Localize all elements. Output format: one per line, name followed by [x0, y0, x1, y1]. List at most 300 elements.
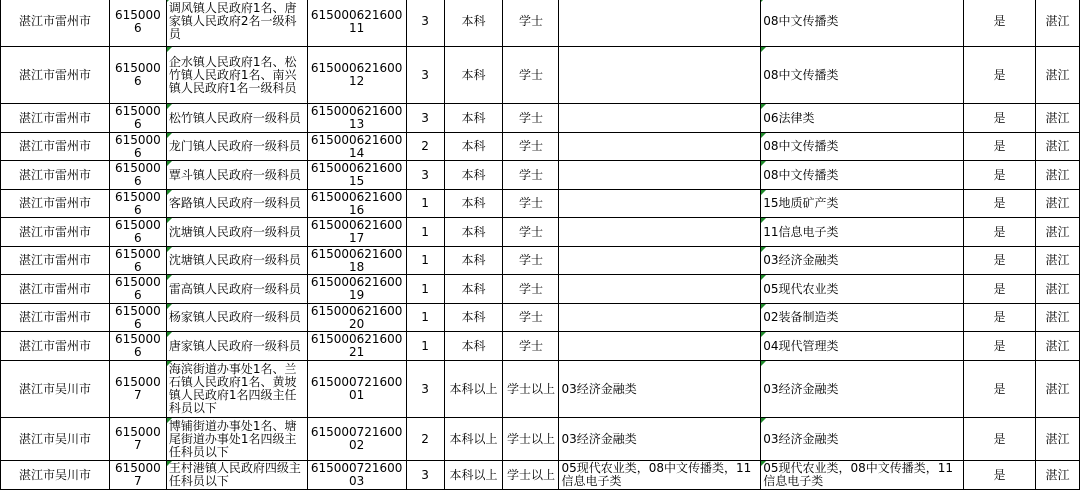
table-row: [1, 304, 1080, 332]
education-cell-text: 本科: [461, 338, 486, 353]
position-cell-text: 松竹镇人民政府一级科员: [168, 110, 301, 125]
position-cell: [166, 190, 307, 218]
headcount-cell: [406, 0, 444, 47]
position-code-cell: [307, 47, 406, 104]
area-cell-text: 湛江市雷州市: [18, 224, 91, 239]
position-cell: [166, 332, 307, 361]
education-cell-text: 本科以上: [449, 431, 498, 446]
position-code-cell-text: 61500062160011: [310, 7, 403, 35]
major-a-cell: [559, 161, 761, 190]
unit-code-cell-text: 6150007: [114, 461, 161, 488]
area-cell-text: 湛江市雷州市: [18, 310, 91, 324]
city-cell-text: 湛江: [1045, 196, 1070, 210]
education-cell-text: 本科: [461, 253, 486, 267]
position-cell: [166, 304, 307, 332]
major-a-cell: [559, 304, 761, 332]
major-a-cell-text: 03经济金融类: [561, 431, 637, 446]
area-cell-text: 湛江市雷州市: [18, 196, 91, 210]
unit-code-cell-text: 6150006: [114, 246, 161, 274]
position-cell-text: 唐家镇人民政府一级科员: [168, 338, 301, 353]
position-code-cell-text: 61500072160002: [310, 425, 403, 452]
headcount-cell-text: 1: [421, 338, 429, 353]
major-b-cell-text: 08中文传播类: [763, 14, 839, 28]
headcount-cell: [406, 47, 444, 104]
position-cell: [166, 104, 307, 133]
degree-cell: [503, 275, 559, 304]
table-row: [1, 275, 1080, 304]
major-b-cell-text: 08中文传播类: [763, 67, 839, 82]
area-cell-text: 湛江市吴川市: [18, 431, 91, 446]
headcount-cell: [406, 304, 444, 332]
city-cell-text: 湛江: [1045, 139, 1070, 153]
education-cell: [444, 304, 503, 332]
flag-cell-text: 是: [993, 167, 1006, 182]
major-b-cell-text: 08中文传播类: [763, 139, 839, 153]
degree-cell: [503, 304, 559, 332]
degree-cell-text: 学士: [518, 224, 543, 239]
position-code-cell-text: 61500062160013: [310, 104, 403, 131]
table-row: [1, 418, 1080, 461]
education-cell: [444, 133, 503, 161]
flag-cell: [964, 275, 1036, 304]
area-cell: [1, 332, 110, 361]
position-cell-text: 调风镇人民政府1名、唐家镇人民政府2名一级科员: [168, 1, 297, 41]
headcount-cell: [406, 161, 444, 190]
major-b-cell: [761, 133, 964, 161]
major-b-cell: [761, 161, 964, 190]
area-cell: [1, 247, 110, 275]
education-cell-text: 本科: [461, 310, 486, 324]
position-code-cell: [307, 304, 406, 332]
major-a-cell-text: 05现代农业类，08中文传播类，11信息电子类: [561, 461, 752, 488]
flag-cell: [964, 332, 1036, 361]
unit-code-cell-text: 6150006: [114, 7, 161, 35]
flag-cell-text: 是: [993, 467, 1006, 482]
headcount-cell-text: 1: [421, 281, 429, 296]
unit-code-cell-text: 6150006: [114, 275, 161, 302]
major-a-cell: [559, 190, 761, 218]
degree-cell-text: 学士以上: [506, 431, 555, 446]
flag-cell: [964, 418, 1036, 461]
degree-cell-text: 学士以上: [506, 381, 555, 396]
position-cell: [166, 275, 307, 304]
position-cell-text: 杨家镇人民政府一级科员: [168, 310, 301, 324]
major-a-cell: [559, 332, 761, 361]
education-cell: [444, 461, 503, 490]
degree-cell: [503, 361, 559, 418]
flag-cell: [964, 104, 1036, 133]
unit-code-cell-text: 6150006: [114, 104, 161, 131]
table-row: [1, 104, 1080, 133]
flag-cell-text: 是: [993, 67, 1006, 82]
position-cell-text: 覃斗镇人民政府一级科员: [168, 167, 301, 182]
city-cell-text: 湛江: [1045, 224, 1070, 239]
flag-cell: [964, 133, 1036, 161]
headcount-cell-text: 1: [421, 310, 429, 324]
position-code-cell: [307, 218, 406, 247]
flag-cell: [964, 247, 1036, 275]
city-cell-text: 湛江: [1045, 431, 1070, 446]
headcount-cell: [406, 418, 444, 461]
area-cell-text: 湛江市吴川市: [18, 381, 91, 396]
position-code-cell: [307, 161, 406, 190]
area-cell: [1, 304, 110, 332]
area-cell-text: 湛江市雷州市: [18, 253, 91, 267]
headcount-cell-text: 2: [421, 139, 429, 153]
area-cell-text: 湛江市雷州市: [18, 139, 91, 153]
major-b-cell: [761, 304, 964, 332]
area-cell-text: 湛江市吴川市: [18, 467, 91, 482]
headcount-cell: [406, 218, 444, 247]
position-code-cell-text: 61500062160017: [310, 218, 403, 245]
city-cell: [1035, 47, 1079, 104]
position-code-cell: [307, 247, 406, 275]
education-cell: [444, 47, 503, 104]
position-code-cell-text: 61500062160012: [310, 61, 403, 88]
unit-code-cell-text: 6150007: [114, 425, 161, 452]
major-a-cell: [559, 218, 761, 247]
unit-code-cell: [109, 304, 166, 332]
major-b-cell: [761, 461, 964, 490]
table-row: [1, 461, 1080, 490]
major-b-cell: [761, 190, 964, 218]
position-cell-text: 海滨街道办事处1名、兰石镇人民政府1名、黄坡镇人民政府1名四级主任科员以下: [168, 362, 297, 415]
major-a-cell: [559, 104, 761, 133]
degree-cell-text: 学士: [518, 338, 543, 353]
education-cell-text: 本科: [461, 67, 486, 82]
city-cell: [1035, 275, 1079, 304]
position-code-cell-text: 61500062160020: [310, 303, 403, 331]
flag-cell: [964, 190, 1036, 218]
city-cell: [1035, 218, 1079, 247]
unit-code-cell-text: 6150006: [114, 61, 161, 88]
flag-cell: [964, 361, 1036, 418]
position-cell: [166, 418, 307, 461]
flag-cell: [964, 161, 1036, 190]
position-cell: [166, 247, 307, 275]
position-code-cell: [307, 133, 406, 161]
city-cell: [1035, 161, 1079, 190]
flag-cell: [964, 0, 1036, 47]
flag-cell-text: 是: [993, 381, 1006, 396]
area-cell: [1, 0, 110, 47]
major-b-cell-text: 05现代农业类，08中文传播类，11信息电子类: [763, 461, 954, 488]
headcount-cell: [406, 275, 444, 304]
position-cell: [166, 133, 307, 161]
unit-code-cell-text: 6150006: [114, 303, 161, 331]
education-cell: [444, 218, 503, 247]
education-cell-text: 本科: [461, 110, 486, 125]
headcount-cell-text: 3: [421, 67, 429, 82]
headcount-cell-text: 1: [421, 253, 429, 267]
degree-cell-text: 学士: [518, 139, 543, 153]
position-cell: [166, 361, 307, 418]
unit-code-cell-text: 6150006: [114, 189, 161, 217]
major-b-cell-text: 11信息电子类: [763, 224, 839, 239]
unit-code-cell-text: 6150006: [114, 332, 161, 359]
area-cell-text: 湛江市雷州市: [18, 67, 91, 82]
education-cell-text: 本科: [461, 139, 486, 153]
unit-code-cell: [109, 47, 166, 104]
major-b-cell: [761, 218, 964, 247]
unit-code-cell: [109, 418, 166, 461]
position-cell-text: 王村港镇人民政府四级主任科员以下: [168, 461, 301, 488]
city-cell-text: 湛江: [1045, 253, 1070, 267]
flag-cell-text: 是: [993, 431, 1006, 446]
flag-cell-text: 是: [993, 338, 1006, 353]
area-cell: [1, 190, 110, 218]
major-a-cell: [559, 47, 761, 104]
area-cell: [1, 418, 110, 461]
major-b-cell-text: 15地质矿产类: [763, 196, 839, 210]
area-cell-text: 湛江市雷州市: [18, 281, 91, 296]
headcount-cell: [406, 461, 444, 490]
education-cell: [444, 161, 503, 190]
position-code-cell: [307, 361, 406, 418]
flag-cell: [964, 47, 1036, 104]
education-cell-text: 本科: [461, 167, 486, 182]
area-cell: [1, 47, 110, 104]
position-cell: [166, 218, 307, 247]
major-a-cell: [559, 418, 761, 461]
unit-code-cell: [109, 461, 166, 490]
headcount-cell: [406, 361, 444, 418]
position-cell: [166, 47, 307, 104]
position-cell: [166, 461, 307, 490]
position-code-cell: [307, 0, 406, 47]
education-cell: [444, 418, 503, 461]
city-cell-text: 湛江: [1045, 14, 1070, 28]
position-code-cell: [307, 418, 406, 461]
unit-code-cell-text: 6150006: [114, 161, 161, 188]
flag-cell-text: 是: [993, 281, 1006, 296]
unit-code-cell: [109, 332, 166, 361]
headcount-cell-text: 3: [421, 467, 429, 482]
unit-code-cell: [109, 104, 166, 133]
major-b-cell: [761, 47, 964, 104]
city-cell: [1035, 133, 1079, 161]
flag-cell-text: 是: [993, 253, 1006, 267]
major-b-cell: [761, 332, 964, 361]
education-cell: [444, 0, 503, 47]
major-a-cell: [559, 361, 761, 418]
position-code-cell-text: 61500062160021: [310, 332, 403, 359]
position-code-cell-text: 61500062160018: [310, 246, 403, 274]
education-cell: [444, 332, 503, 361]
education-cell-text: 本科: [461, 14, 486, 28]
degree-cell: [503, 104, 559, 133]
degree-cell: [503, 418, 559, 461]
position-cell-text: 沈塘镇人民政府一级科员: [168, 253, 301, 267]
flag-cell: [964, 304, 1036, 332]
degree-cell: [503, 247, 559, 275]
area-cell: [1, 104, 110, 133]
position-cell-text: 客路镇人民政府一级科员: [168, 196, 301, 210]
city-cell: [1035, 190, 1079, 218]
major-b-cell-text: 02装备制造类: [763, 310, 839, 324]
position-code-cell: [307, 461, 406, 490]
table-row: [1, 47, 1080, 104]
major-b-cell-text: 08中文传播类: [763, 167, 839, 182]
unit-code-cell: [109, 190, 166, 218]
degree-cell-text: 学士: [518, 310, 543, 324]
position-code-cell-text: 61500062160015: [310, 161, 403, 188]
city-cell: [1035, 0, 1079, 47]
position-code-cell-text: 61500062160016: [310, 189, 403, 217]
flag-cell-text: 是: [993, 196, 1006, 210]
area-cell: [1, 361, 110, 418]
position-code-cell: [307, 275, 406, 304]
table-row: [1, 0, 1080, 47]
degree-cell-text: 学士: [518, 167, 543, 182]
education-cell-text: 本科: [461, 281, 486, 296]
degree-cell-text: 学士: [518, 110, 543, 125]
major-b-cell: [761, 247, 964, 275]
major-a-cell: [559, 247, 761, 275]
education-cell-text: 本科以上: [449, 467, 498, 482]
area-cell-text: 湛江市雷州市: [18, 167, 91, 182]
city-cell-text: 湛江: [1045, 310, 1070, 324]
major-b-cell-text: 03经济金融类: [763, 381, 839, 396]
major-b-cell: [761, 418, 964, 461]
degree-cell: [503, 133, 559, 161]
major-b-cell: [761, 361, 964, 418]
headcount-cell: [406, 247, 444, 275]
position-cell-text: 企水镇人民政府1名、松竹镇人民政府1名、南兴镇人民政府1名一级科员: [168, 54, 297, 95]
education-cell-text: 本科以上: [449, 381, 498, 396]
position-code-cell-text: 61500072160001: [310, 375, 403, 402]
major-b-cell-text: 03经济金融类: [763, 431, 839, 446]
major-a-cell: [559, 275, 761, 304]
position-cell: [166, 161, 307, 190]
unit-code-cell-text: 6150007: [114, 375, 161, 402]
major-b-cell: [761, 104, 964, 133]
headcount-cell: [406, 104, 444, 133]
degree-cell: [503, 0, 559, 47]
degree-cell-text: 学士: [518, 253, 543, 267]
major-b-cell-text: 05现代农业类: [763, 281, 839, 296]
unit-code-cell: [109, 247, 166, 275]
headcount-cell: [406, 332, 444, 361]
table-row: [1, 161, 1080, 190]
education-cell-text: 本科: [461, 196, 486, 210]
city-cell: [1035, 418, 1079, 461]
position-cell-text: 雷高镇人民政府一级科员: [168, 281, 301, 296]
position-code-cell-text: 61500062160019: [310, 275, 403, 302]
headcount-cell-text: 1: [421, 196, 429, 210]
position-code-cell: [307, 332, 406, 361]
table-row: [1, 190, 1080, 218]
degree-cell: [503, 190, 559, 218]
area-cell-text: 湛江市雷州市: [18, 14, 91, 28]
city-cell-text: 湛江: [1045, 381, 1070, 396]
area-cell-text: 湛江市雷州市: [18, 110, 91, 125]
city-cell-text: 湛江: [1045, 281, 1070, 296]
education-cell: [444, 361, 503, 418]
position-cell: [166, 0, 307, 47]
city-cell: [1035, 247, 1079, 275]
unit-code-cell: [109, 133, 166, 161]
major-a-cell-text: 03经济金融类: [561, 381, 637, 396]
major-b-cell-text: 03经济金融类: [763, 253, 839, 267]
position-cell-text: 沈塘镇人民政府一级科员: [168, 224, 301, 239]
city-cell-text: 湛江: [1045, 338, 1070, 353]
headcount-cell-text: 2: [421, 431, 429, 446]
unit-code-cell: [109, 275, 166, 304]
degree-cell: [503, 332, 559, 361]
major-a-cell: [559, 133, 761, 161]
degree-cell-text: 学士: [518, 14, 543, 28]
position-code-cell: [307, 190, 406, 218]
table-row: [1, 332, 1080, 361]
city-cell-text: 湛江: [1045, 67, 1070, 82]
flag-cell-text: 是: [993, 139, 1006, 153]
education-cell-text: 本科: [461, 224, 486, 239]
position-code-cell: [307, 104, 406, 133]
position-cell-text: 博铺街道办事处1名、塘尾街道办事处1名四级主任科员以下: [168, 418, 297, 459]
city-cell: [1035, 304, 1079, 332]
city-cell: [1035, 361, 1079, 418]
area-cell: [1, 218, 110, 247]
table-body: [1, 0, 1080, 490]
education-cell: [444, 104, 503, 133]
major-b-cell-text: 04现代管理类: [763, 338, 839, 353]
major-a-cell: [559, 0, 761, 47]
city-cell-text: 湛江: [1045, 167, 1070, 182]
city-cell-text: 湛江: [1045, 467, 1070, 482]
headcount-cell-text: 3: [421, 167, 429, 182]
unit-code-cell-text: 6150006: [114, 132, 161, 160]
degree-cell-text: 学士: [518, 67, 543, 82]
headcount-cell-text: 3: [421, 110, 429, 125]
unit-code-cell: [109, 0, 166, 47]
degree-cell: [503, 47, 559, 104]
table-row: [1, 133, 1080, 161]
area-cell: [1, 461, 110, 490]
degree-cell-text: 学士: [518, 281, 543, 296]
position-code-cell-text: 61500062160014: [310, 132, 403, 160]
table-row: [1, 218, 1080, 247]
major-b-cell-text: 06法律类: [763, 110, 815, 125]
degree-cell: [503, 218, 559, 247]
city-cell: [1035, 461, 1079, 490]
headcount-cell: [406, 133, 444, 161]
flag-cell-text: 是: [993, 310, 1006, 324]
education-cell: [444, 190, 503, 218]
headcount-cell-text: 3: [421, 381, 429, 396]
headcount-cell-text: 3: [421, 14, 429, 28]
degree-cell: [503, 461, 559, 490]
major-b-cell: [761, 0, 964, 47]
table-row: [1, 361, 1080, 418]
degree-cell: [503, 161, 559, 190]
area-cell-text: 湛江市雷州市: [18, 338, 91, 353]
education-cell: [444, 275, 503, 304]
unit-code-cell-text: 6150006: [114, 218, 161, 245]
headcount-cell: [406, 190, 444, 218]
flag-cell-text: 是: [993, 14, 1006, 28]
degree-cell-text: 学士以上: [506, 467, 555, 482]
major-b-cell: [761, 275, 964, 304]
flag-cell: [964, 461, 1036, 490]
flag-cell-text: 是: [993, 110, 1006, 125]
area-cell: [1, 133, 110, 161]
flag-cell-text: 是: [993, 224, 1006, 239]
unit-code-cell: [109, 218, 166, 247]
degree-cell-text: 学士: [518, 196, 543, 210]
headcount-cell-text: 1: [421, 224, 429, 239]
city-cell: [1035, 104, 1079, 133]
